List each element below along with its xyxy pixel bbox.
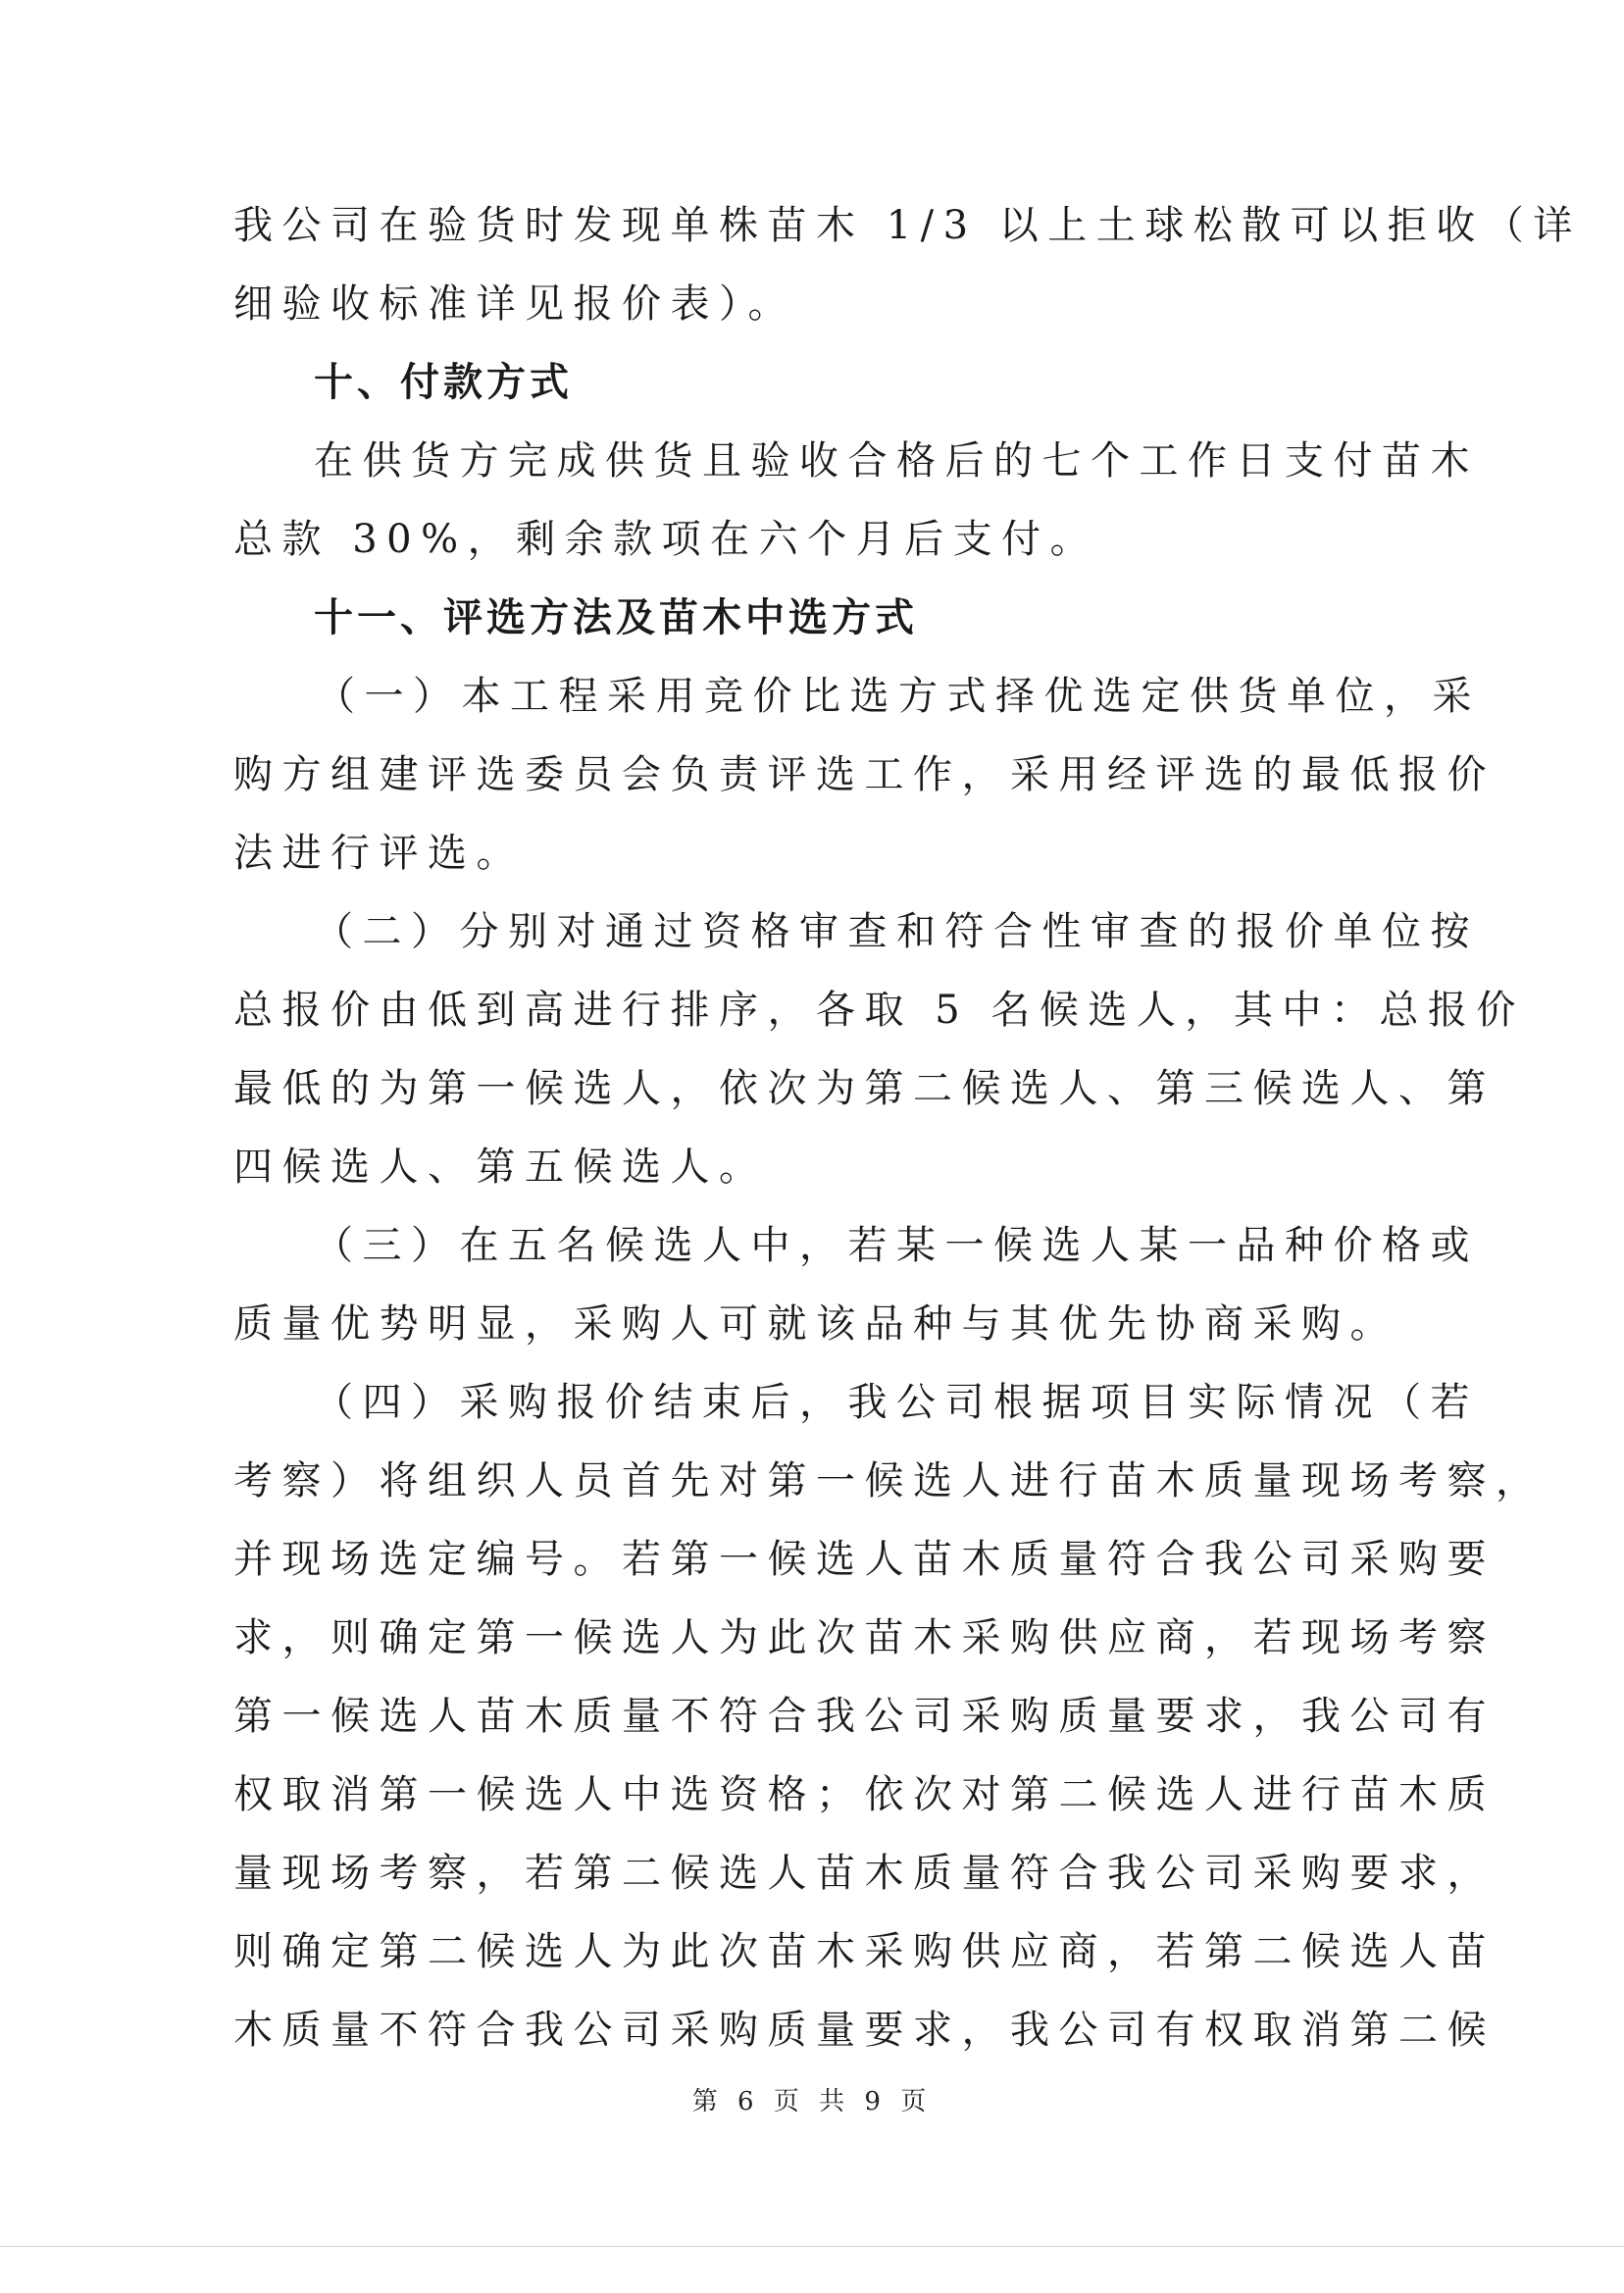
body-line: （四）采购报价结束后，我公司根据项目实际情况（若 bbox=[314, 1380, 1479, 1425]
body-line: 第一候选人苗木质量不符合我公司采购质量要求，我公司有 bbox=[233, 1694, 1496, 1739]
body-line: 并现场选定编号。若第一候选人苗木质量符合我公司采购要 bbox=[233, 1537, 1496, 1582]
body-line: （一）本工程采用竞价比选方式择优选定供货单位，采 bbox=[316, 674, 1481, 719]
body-line: 细验收标准详见报价表）。 bbox=[233, 281, 796, 327]
body-line: 量现场考察，若第二候选人苗木质量符合我公司采购要求， bbox=[233, 1851, 1496, 1896]
body-line: （三）在五名候选人中，若某一候选人某一品种价格或 bbox=[314, 1223, 1479, 1268]
scan-edge-divider bbox=[0, 2246, 1624, 2247]
body-line: 我公司在验货时发现单株苗木 1/3 以上土球松散可以拒收（详 bbox=[233, 203, 1582, 248]
body-line: 则确定第二候选人为此次苗木采购供应商，若第二候选人苗 bbox=[233, 1929, 1496, 1974]
body-line: 购方组建评选委员会负责评选工作，采用经评选的最低报价 bbox=[233, 752, 1496, 797]
page-number: 第 6 页 共 9 页 bbox=[691, 2087, 933, 2116]
body-line: 总报价由低到高进行排序，各取 5 名候选人，其中：总报价 bbox=[233, 988, 1525, 1033]
body-line: 质量优势明显，采购人可就该品种与其优先协商采购。 bbox=[233, 1301, 1398, 1347]
body-line: 最低的为第一候选人，依次为第二候选人、第三候选人、第 bbox=[233, 1066, 1496, 1111]
body-line: 考察）将组织人员首先对第一候选人进行苗木质量现场考察， bbox=[233, 1458, 1545, 1503]
section-heading-selection: 十一、评选方法及苗木中选方式 bbox=[314, 595, 918, 640]
body-line: 在供货方完成供货且验收合格后的七个工作日支付苗木 bbox=[314, 438, 1479, 484]
document-body bbox=[233, 186, 1582, 2069]
body-line: 求，则确定第一候选人为此次苗木采购供应商，若现场考察 bbox=[233, 1615, 1496, 1660]
body-line: 权取消第一候选人中选资格；依次对第二候选人进行苗木质 bbox=[233, 1772, 1496, 1817]
body-line: 四候选人、第五候选人。 bbox=[233, 1145, 768, 1190]
body-line: 总款 30%，剩余款项在六个月后支付。 bbox=[233, 517, 1099, 562]
body-line: 法进行评选。 bbox=[233, 831, 525, 876]
section-heading-payment: 十、付款方式 bbox=[314, 360, 573, 405]
body-line: 木质量不符合我公司采购质量要求，我公司有权取消第二候 bbox=[233, 2008, 1496, 2053]
body-line: （二）分别对通过资格审查和符合性审查的报价单位按 bbox=[314, 909, 1479, 954]
